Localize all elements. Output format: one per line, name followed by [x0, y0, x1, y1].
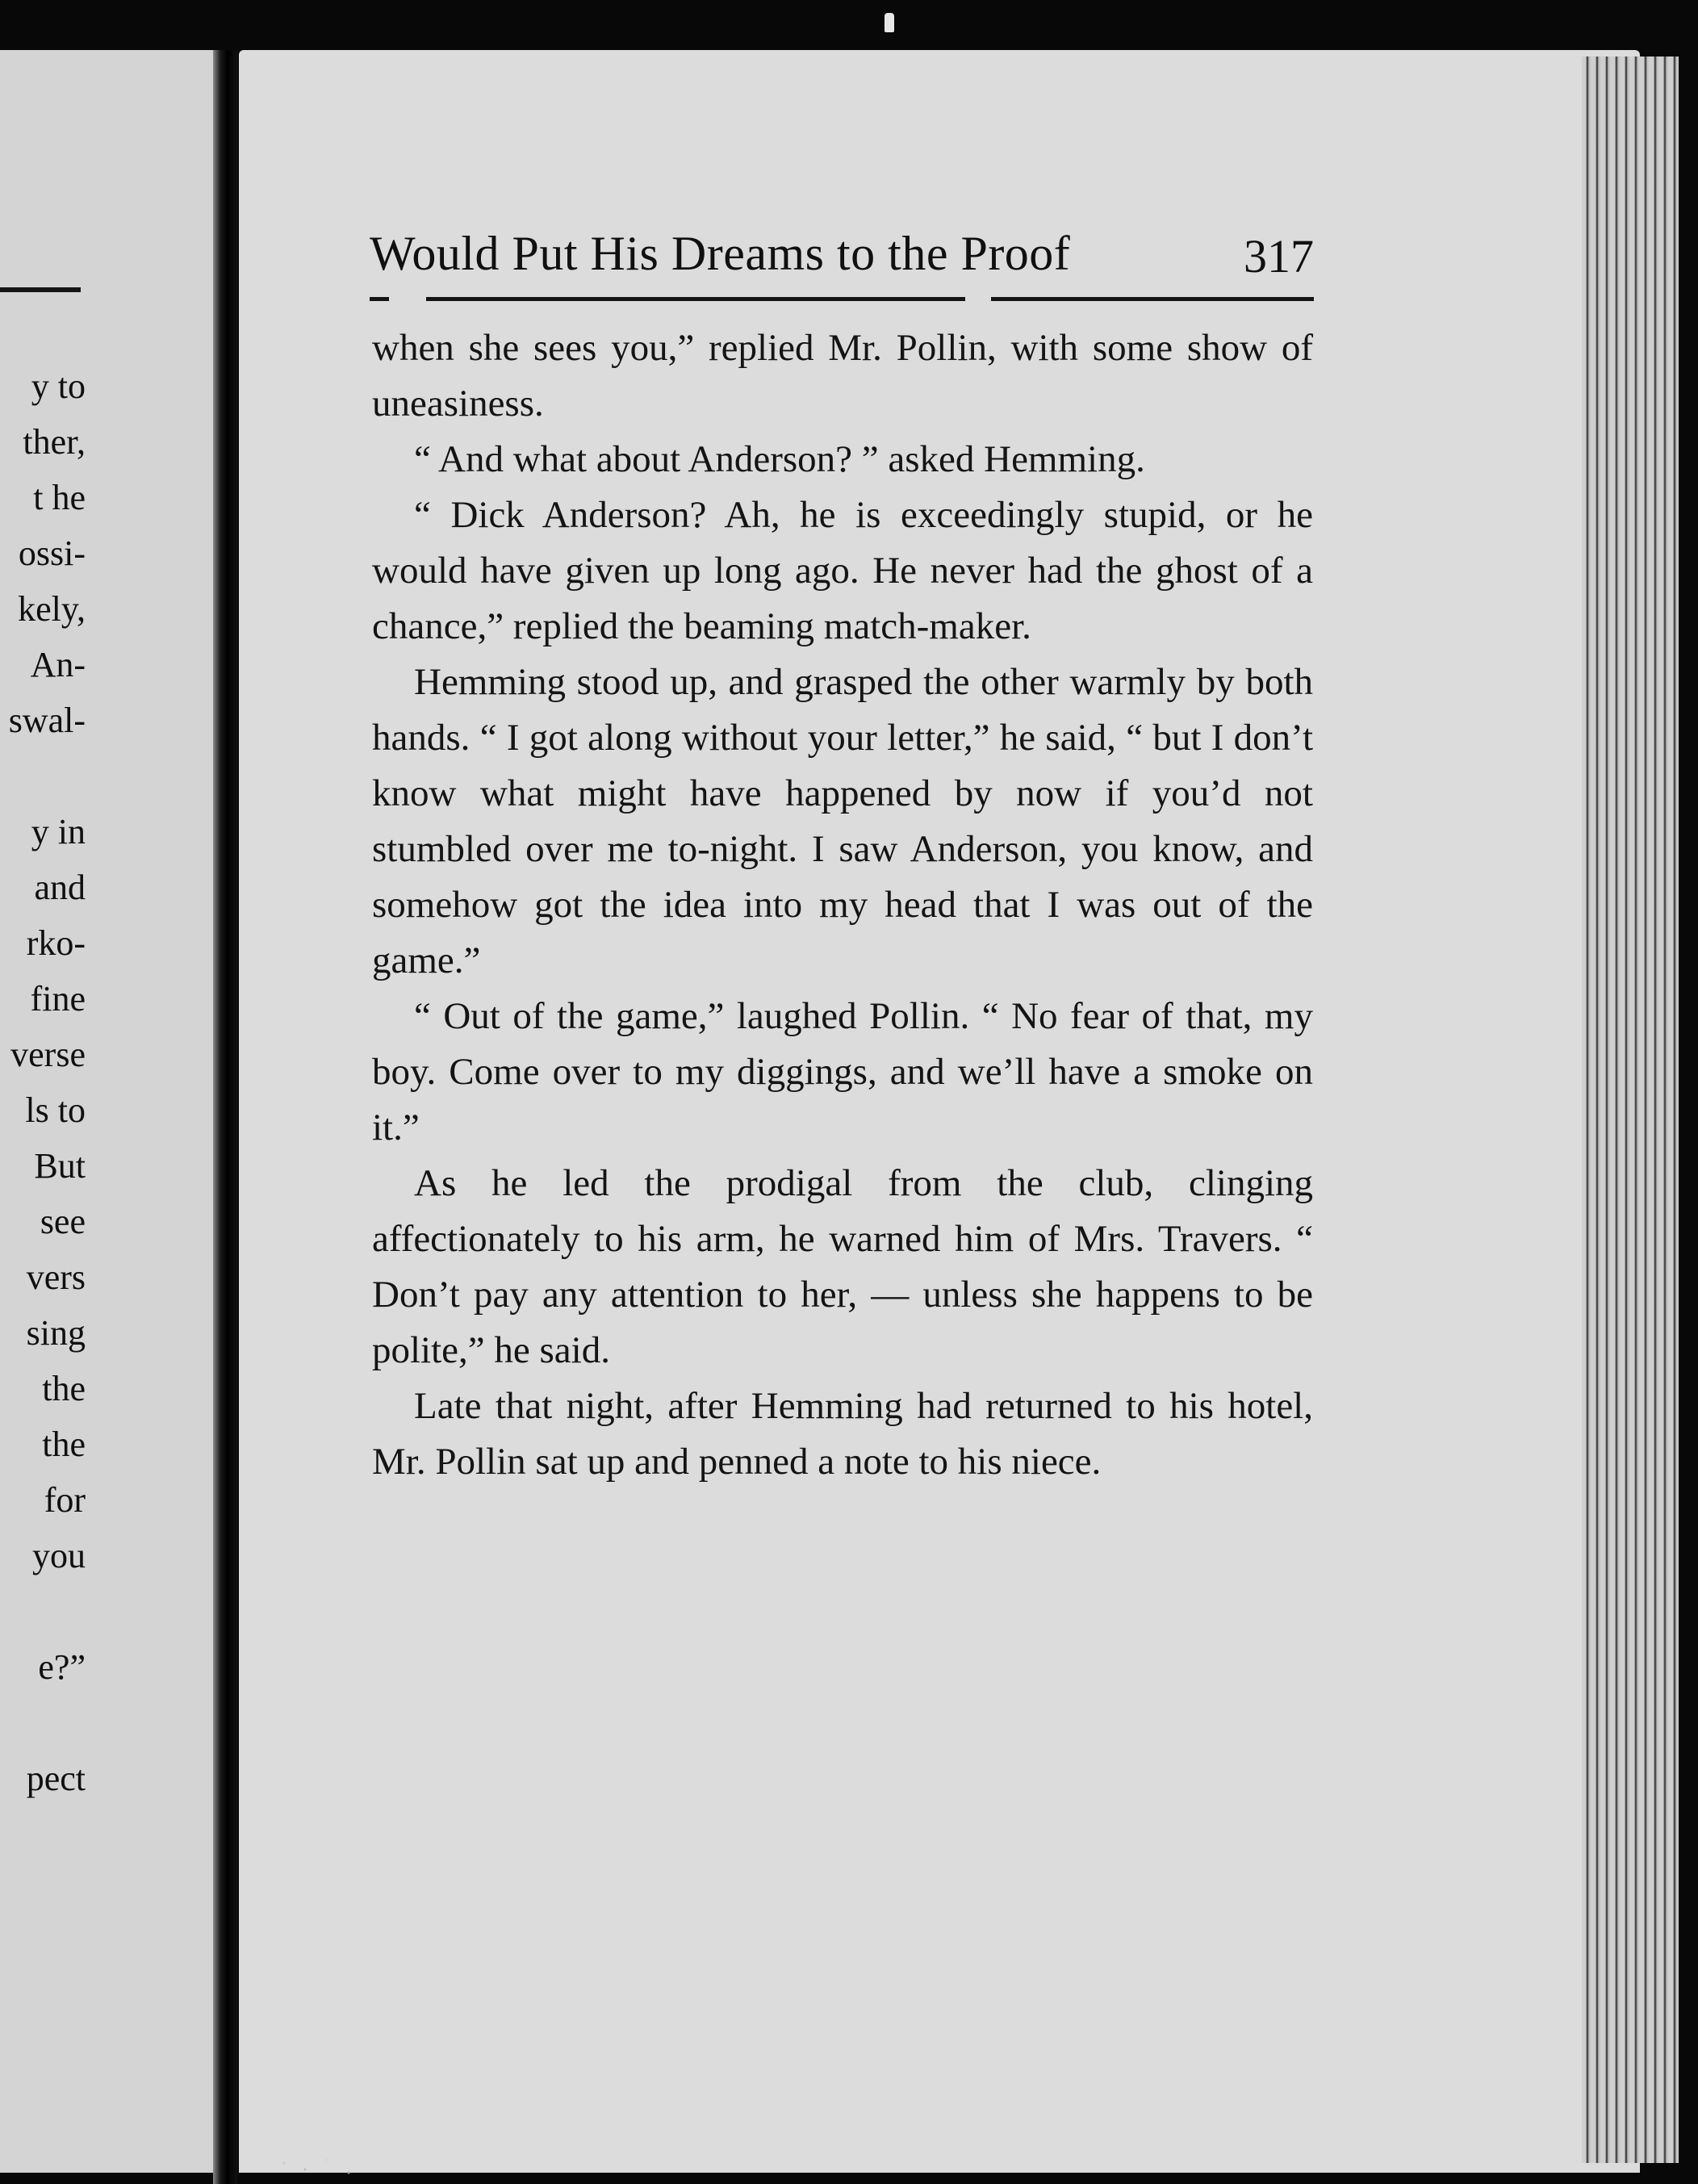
paragraph: Hemming stood up, and grasped the other warmly by both hands. “ I got along without your letter,” he said, “ but I don’t know what might have happened by now if you’d not stumbled over me to-night. I saw Anderson, you know, and somehow got the idea into my head that I was out of the game.” [372, 661, 1313, 981]
left-line: y to [31, 366, 86, 406]
left-page [0, 50, 224, 2173]
left-line: for [44, 1480, 86, 1520]
header-rule-segment [991, 297, 1314, 301]
header-rule-segment [426, 297, 965, 301]
left-line: But [34, 1146, 86, 1186]
left-line: the [42, 1369, 86, 1408]
page-edges [1582, 56, 1679, 2163]
page-header [370, 218, 1314, 291]
left-line: swal- [8, 701, 86, 740]
left-page-rule [0, 287, 81, 292]
left-line: ther, [23, 422, 86, 462]
left-line: the [42, 1425, 86, 1464]
left-line: An- [30, 645, 86, 684]
book-gutter [213, 50, 237, 2184]
left-line: t he [33, 478, 86, 517]
left-line: kely, [18, 589, 86, 629]
left-line [9, 1695, 86, 1751]
left-line: see [40, 1202, 86, 1241]
header-rule-segment [370, 297, 389, 301]
left-line: rko- [26, 923, 86, 963]
scan-artifact [885, 13, 894, 32]
left-page-text [9, 358, 86, 1806]
paragraph: As he led the prodigal from the club, clinging affectionately to his arm, he warned him of Mrs. Travers. “ Don’t pay any attention to her, — unless she happens to be polite,” he said. [372, 1162, 1313, 1371]
left-line: ls to [25, 1090, 86, 1130]
body-text [372, 320, 1313, 1490]
paragraph: when she sees you,” replied Mr. Pollin, with some show of uneasiness. [372, 327, 1313, 425]
left-line [9, 1584, 86, 1639]
paragraph: “ Out of the game,” laughed Pollin. “ No fear of that, my boy. Come over to my diggings, and we’ll have a smoke on it.” [372, 995, 1313, 1148]
page-number: 317 [1244, 230, 1314, 282]
left-line: sing [26, 1313, 86, 1353]
scan-specks [274, 2152, 379, 2184]
left-line: e?” [38, 1647, 86, 1687]
paragraph: “ Dick Anderson? Ah, he is exceedingly stupid, or he would have given up long ago. He never had the ghost of a chance,” replied the beaming match-maker. [372, 494, 1313, 647]
left-line: fine [30, 979, 86, 1019]
left-line: pect [26, 1759, 86, 1798]
paragraph: “ And what about Anderson? ” asked Hemming. [414, 438, 1145, 480]
paragraph: Late that night, after Hemming had returned to his hotel, Mr. Pollin sat up and penned a note to his niece. [372, 1385, 1313, 1483]
left-line: ossi- [18, 533, 86, 573]
left-line: y in [31, 812, 86, 851]
left-line: vers [26, 1257, 86, 1297]
left-line: and [34, 868, 86, 907]
left-line: you [32, 1536, 86, 1575]
left-line [9, 748, 86, 804]
running-head: Would Put His Dreams to the Proof [370, 227, 1071, 280]
left-line: verse [10, 1035, 86, 1074]
